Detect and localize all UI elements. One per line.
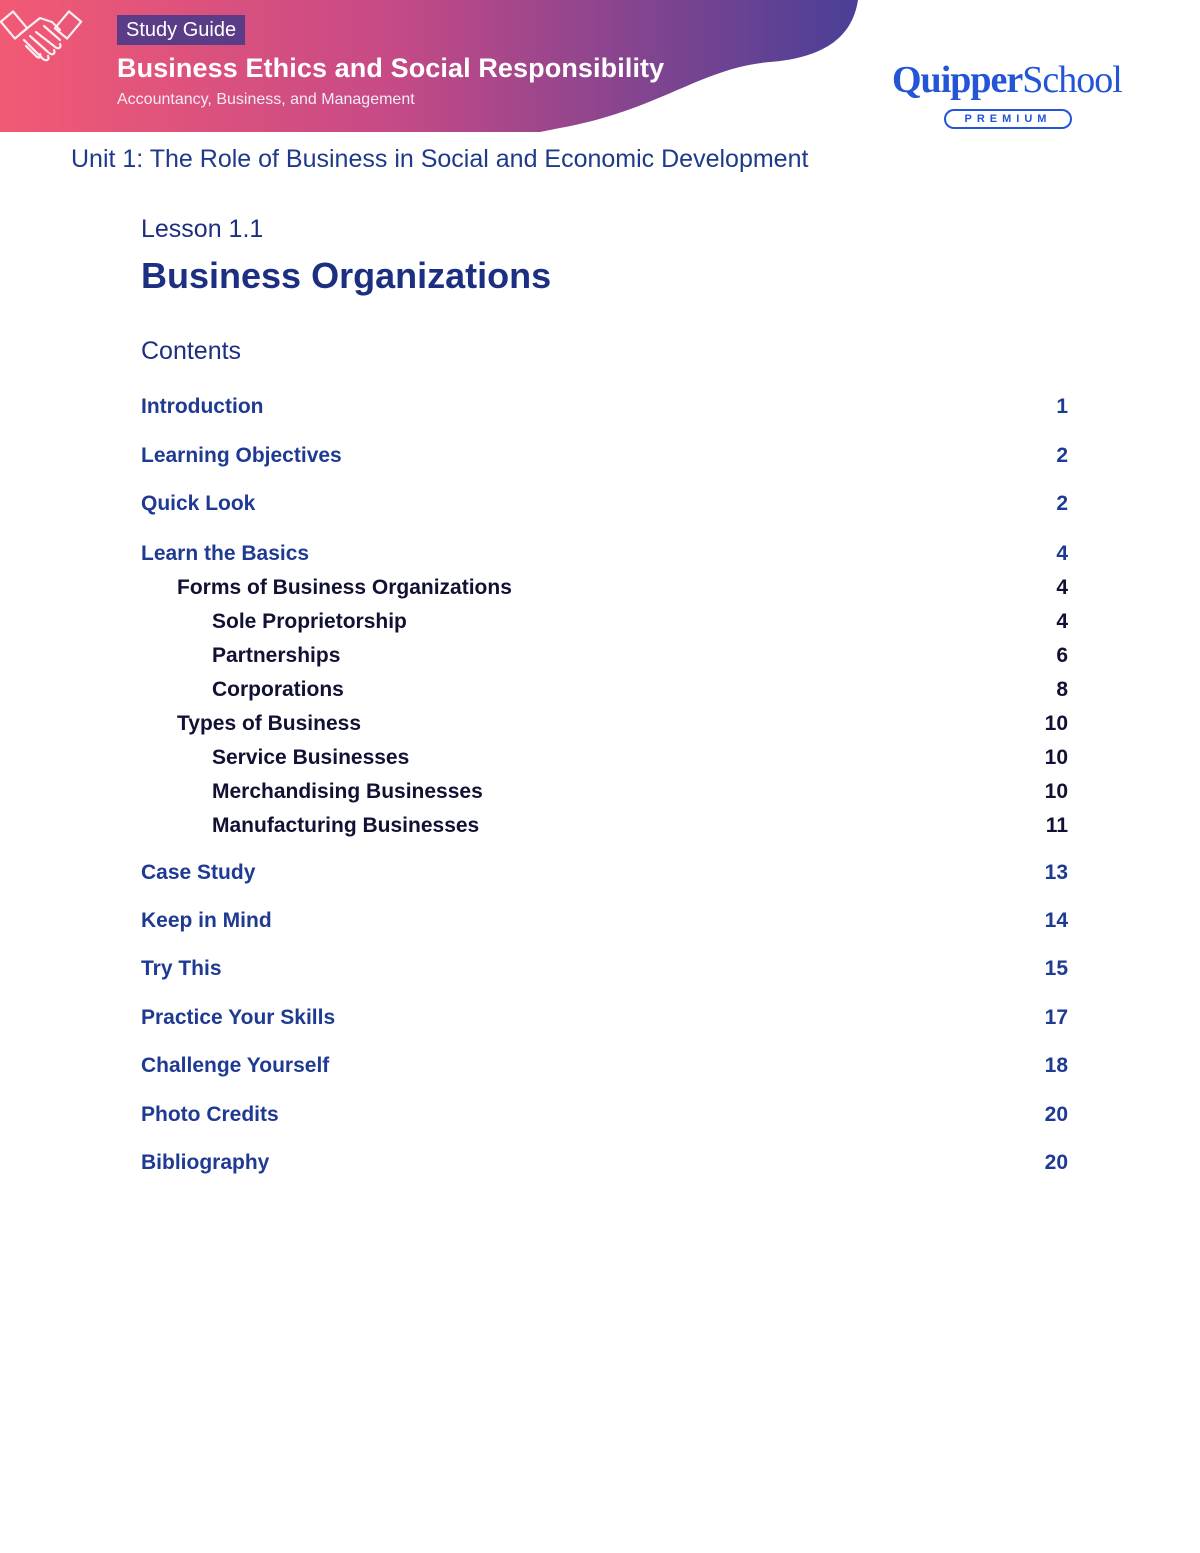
toc-entry-label: Learning Objectives — [141, 444, 342, 467]
toc-entry-label: Merchandising Businesses — [212, 780, 483, 803]
quipper-school-logo — [892, 58, 1132, 134]
handshake-icon — [0, 0, 84, 76]
toc-entry-page-number: 10 — [1044, 712, 1068, 735]
toc-entry[interactable] — [141, 441, 1068, 471]
toc-entry[interactable] — [141, 641, 1068, 671]
toc-entry-label: Forms of Business Organizations — [177, 576, 512, 599]
toc-entry-label: Photo Credits — [141, 1103, 279, 1126]
toc-entry[interactable] — [141, 1003, 1068, 1033]
toc-entry-label: Case Study — [141, 861, 256, 884]
toc-entry[interactable] — [141, 1100, 1068, 1130]
logo-brand-light: School — [1022, 59, 1122, 101]
logo-premium-tag: PREMIUM — [944, 109, 1072, 129]
toc-entry-page-number: 6 — [1056, 644, 1068, 667]
toc-entry[interactable] — [141, 675, 1068, 705]
toc-entry-page-number: 4 — [1056, 576, 1068, 599]
lesson-label: Lesson 1.1 — [141, 215, 264, 243]
course-subtitle: Accountancy, Business, and Management — [117, 91, 415, 108]
toc-entry-page-number: 2 — [1056, 492, 1068, 515]
study-guide-badge: Study Guide — [117, 15, 245, 45]
toc-entry-label: Keep in Mind — [141, 909, 272, 932]
toc-entry[interactable] — [141, 743, 1068, 773]
toc-entry-label: Try This — [141, 957, 222, 980]
toc-entry-page-number: 1 — [1056, 395, 1068, 418]
toc-entry-label: Learn the Basics — [141, 542, 310, 565]
toc-entry[interactable] — [141, 906, 1068, 936]
toc-entry-page-number: 15 — [1044, 957, 1068, 980]
header-banner — [0, 0, 870, 132]
lesson-title: Business Organizations — [141, 255, 552, 296]
course-title: Business Ethics and Social Responsibility — [117, 53, 665, 83]
toc-entry-label: Bibliography — [141, 1151, 270, 1174]
toc-entry-page-number: 14 — [1044, 909, 1068, 932]
toc-entry-label: Practice Your Skills — [141, 1006, 336, 1029]
toc-entry[interactable] — [141, 573, 1068, 603]
toc-entry[interactable] — [141, 1051, 1068, 1081]
toc-entry-page-number: 13 — [1044, 861, 1068, 884]
toc-entry-page-number: 20 — [1044, 1151, 1068, 1174]
toc-entry-page-number: 17 — [1044, 1006, 1068, 1029]
toc-entry-label: Partnerships — [212, 644, 341, 667]
toc-entry-page-number: 4 — [1056, 542, 1068, 565]
toc-entry-label: Quick Look — [141, 492, 256, 515]
toc-entry-label: Manufacturing Businesses — [212, 814, 480, 837]
toc-entry[interactable] — [141, 858, 1068, 888]
toc-entry-label: Types of Business — [177, 712, 361, 735]
toc-entry[interactable] — [141, 709, 1068, 739]
toc-entry-page-number: 8 — [1056, 678, 1068, 701]
toc-entry-label: Challenge Yourself — [141, 1054, 330, 1077]
toc-entry-label: Sole Proprietorship — [212, 610, 407, 633]
toc-entry-label: Corporations — [212, 678, 344, 701]
toc-entry[interactable] — [141, 489, 1068, 519]
toc-entry[interactable] — [141, 539, 1068, 569]
toc-entry[interactable] — [141, 392, 1068, 422]
toc-entry[interactable] — [141, 811, 1068, 841]
toc-entry[interactable] — [141, 954, 1068, 984]
toc-entry-page-number: 10 — [1044, 746, 1068, 769]
toc-entry-page-number: 10 — [1044, 780, 1068, 803]
toc-entry-page-number: 2 — [1056, 444, 1068, 467]
toc-entry-page-number: 18 — [1044, 1054, 1068, 1077]
toc-entry[interactable] — [141, 607, 1068, 637]
toc-entry-page-number: 11 — [1045, 814, 1068, 837]
toc-entry[interactable] — [141, 1148, 1068, 1178]
toc-entry-label: Introduction — [141, 395, 264, 418]
toc-entry-label: Service Businesses — [212, 746, 410, 769]
toc-entry[interactable] — [141, 777, 1068, 807]
contents-heading: Contents — [141, 337, 242, 365]
toc-entry-page-number: 20 — [1044, 1103, 1068, 1126]
logo-brand-bold: Quipper — [892, 59, 1023, 101]
unit-title: Unit 1: The Role of Business in Social and Economic Development — [71, 145, 809, 173]
toc-entry-page-number: 4 — [1056, 610, 1068, 633]
